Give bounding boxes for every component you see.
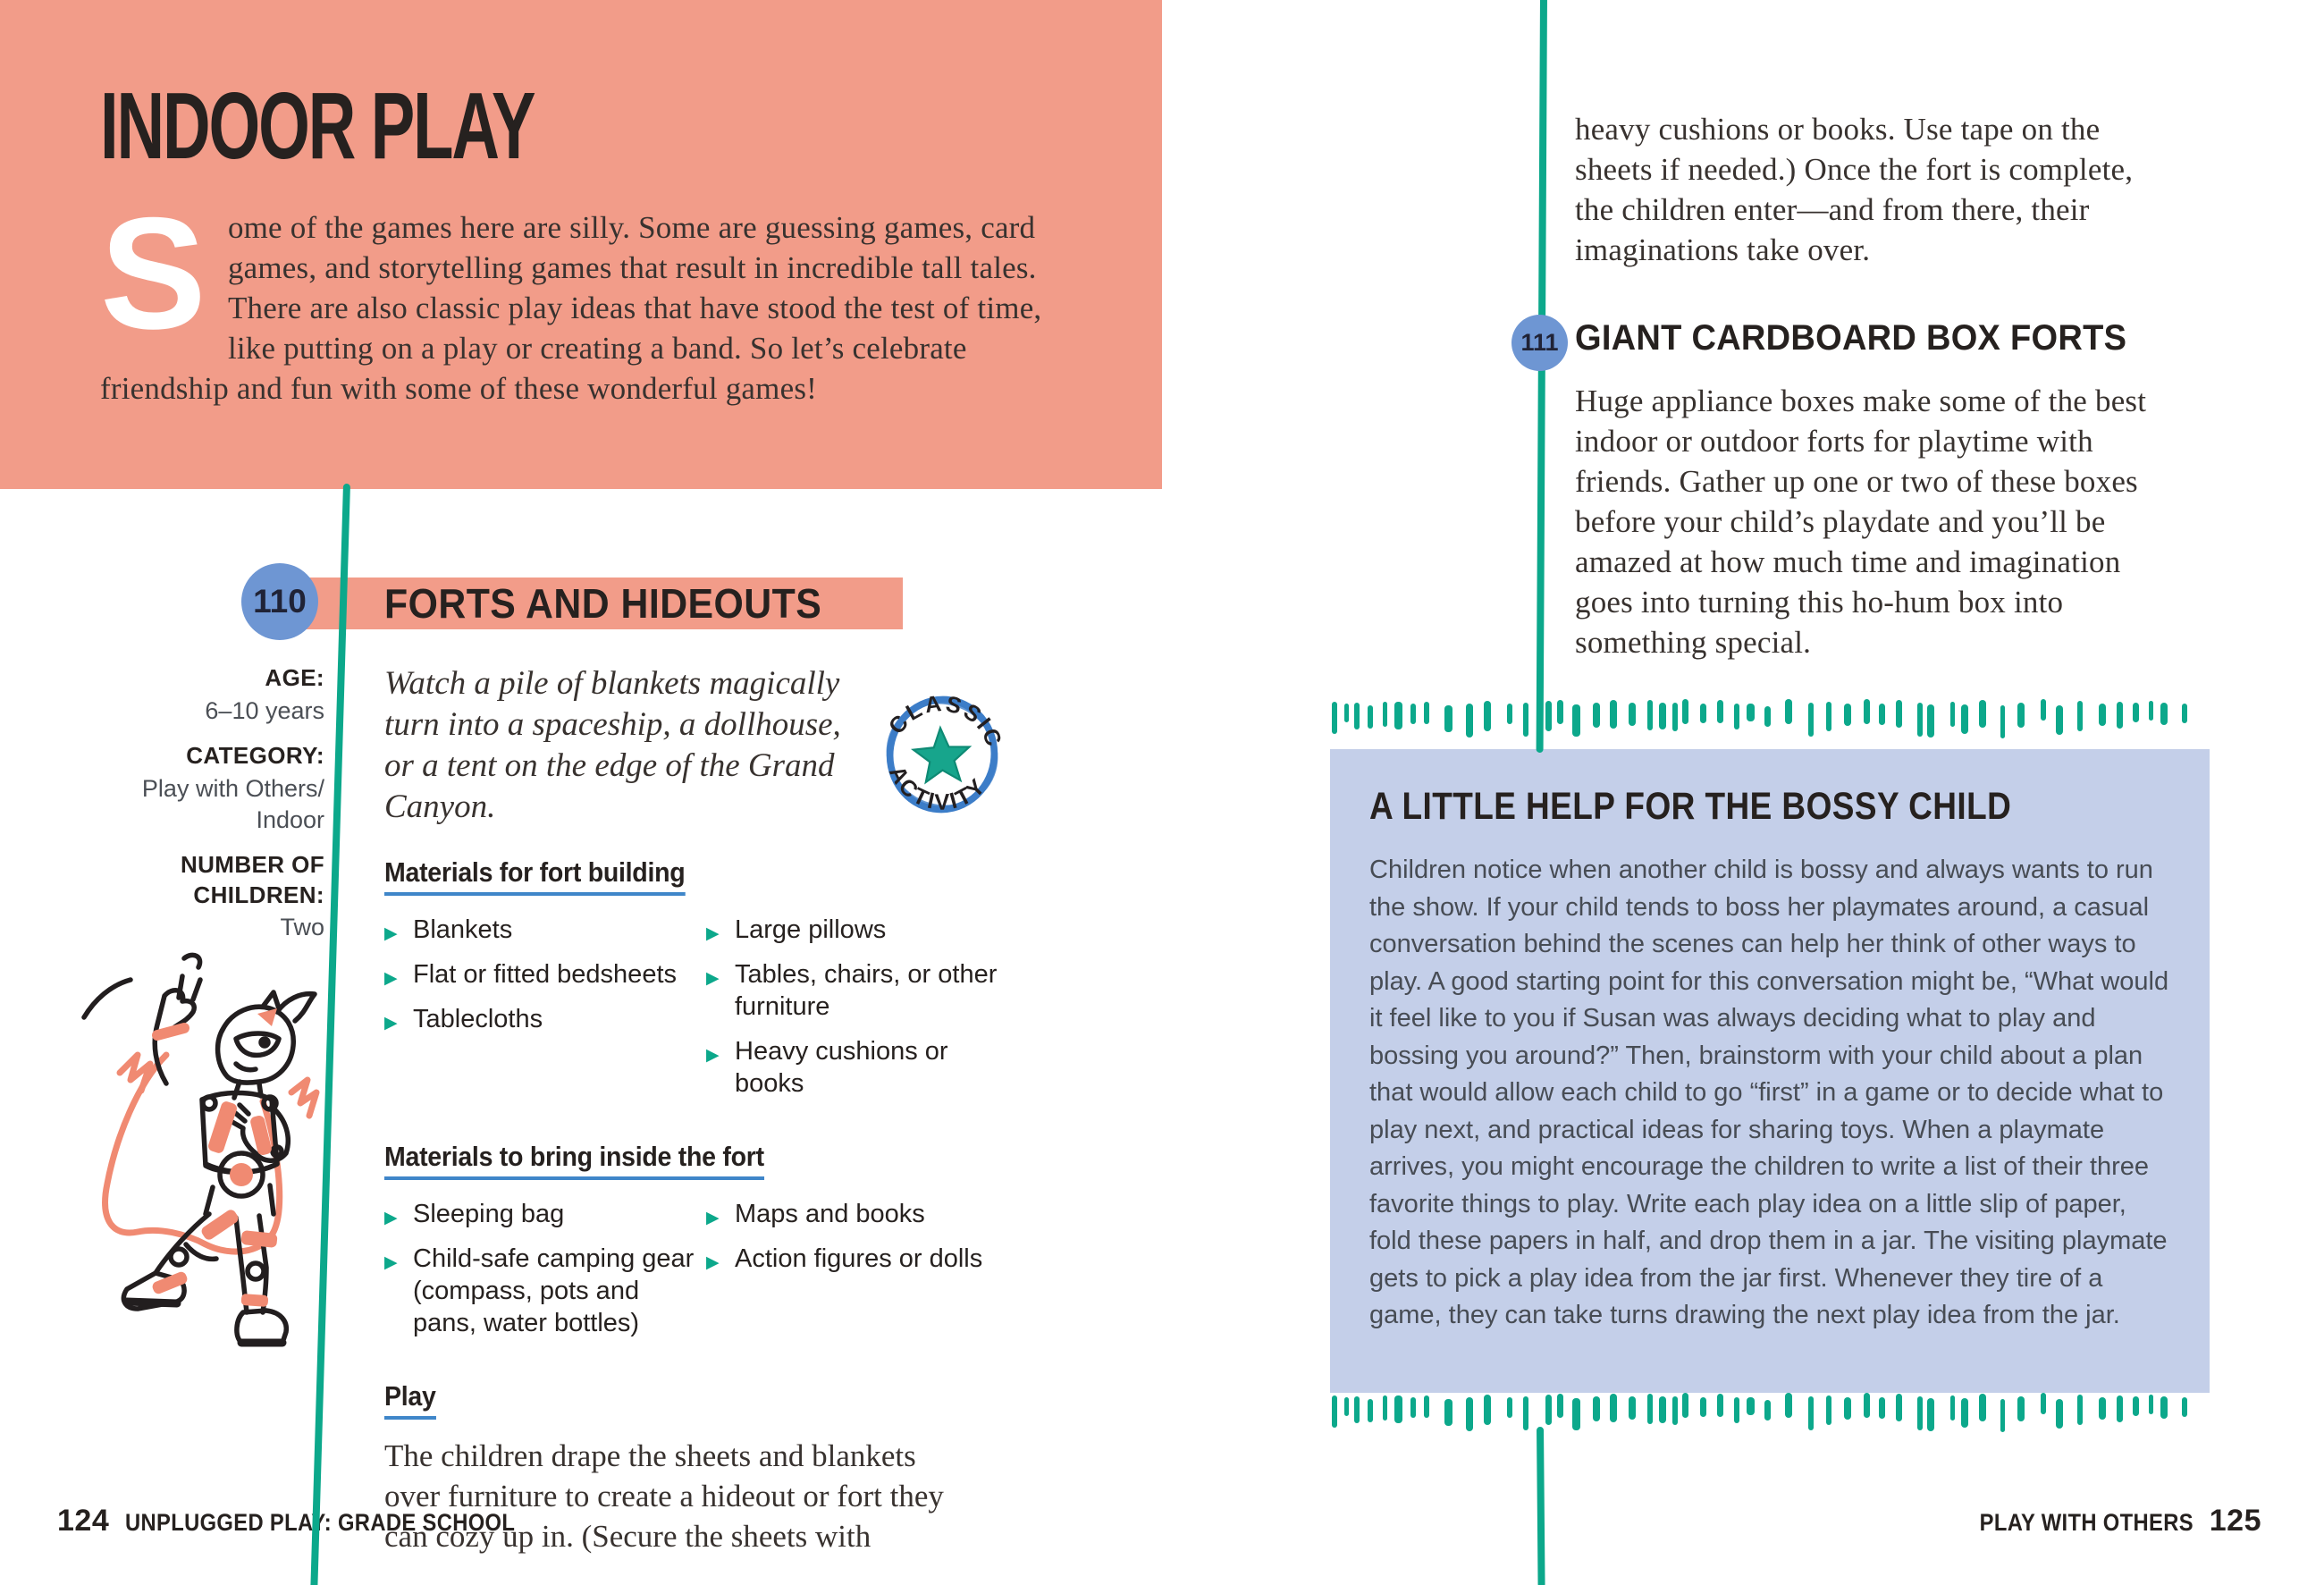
footer-label: PLAY WITH OTHERS bbox=[1979, 1509, 2193, 1536]
list-item: ▶ Sleeping bag bbox=[384, 1198, 706, 1230]
bullet-arrow-icon: ▶ bbox=[384, 924, 398, 943]
meta-children-label: NUMBER OF CHILDREN: bbox=[180, 850, 324, 908]
list-item: ▶ Tablecloths bbox=[384, 1003, 706, 1035]
meta-age-label: AGE: bbox=[265, 664, 324, 691]
footer-right bbox=[1698, 1504, 2261, 1539]
activity-110-title: FORTS AND HIDEOUTS bbox=[384, 580, 822, 627]
play-heading: Play bbox=[384, 1380, 436, 1420]
activity-110-description: Watch a pile of blankets magically turn into a spaceship, a dollhouse, or a tent on the edge of the Grand Canyon. bbox=[384, 665, 841, 825]
bullet-arrow-icon: ▶ bbox=[384, 1209, 398, 1227]
list-item: ▶ Action figures or dolls bbox=[706, 1243, 1015, 1275]
list-item: ▶ Tables, chairs, or other furniture bbox=[706, 960, 998, 1021]
meta-children-value: Two bbox=[280, 914, 324, 941]
chapter-intro bbox=[100, 184, 1061, 409]
meta-category-value: Play with Others/ Indoor bbox=[141, 774, 324, 833]
tip-box bbox=[1330, 749, 2210, 1393]
divider-line-right-page-bottom bbox=[1537, 1427, 1545, 1585]
superhero-kid-illustration bbox=[52, 949, 338, 1378]
tick-border-bottom bbox=[1330, 1393, 2210, 1434]
list-item: ▶ Flat or fitted bedsheets bbox=[384, 958, 706, 991]
list-item: ▶ Large pillows bbox=[706, 914, 1015, 946]
stamp-text-bottom: ACTIVITY bbox=[883, 762, 992, 815]
activity-111-number-badge: 111 bbox=[1511, 315, 1568, 371]
classic-activity-stamp bbox=[852, 664, 1031, 844]
star-icon bbox=[913, 727, 972, 783]
dropcap-letter: S bbox=[100, 184, 206, 362]
chapter-intro-text: ome of the games here are silly. Some are guessing games, card games, and storytelling games that result in incredible tall tales. There are also classic play ideas that have stood the test of time, like putting on a play or creating a band. So let’s celebrate friendship and fun with some of these wonderful games! bbox=[100, 210, 1042, 406]
bullet-arrow-icon: ▶ bbox=[706, 969, 720, 988]
bullet-arrow-icon: ▶ bbox=[384, 1253, 398, 1272]
tip-box-title: A LITTLE HELP FOR THE BOSSY CHILD bbox=[1369, 785, 2012, 828]
activity-110-number-badge: 110 bbox=[241, 563, 318, 640]
divider-line-right-page-top bbox=[1537, 0, 1547, 753]
bullet-arrow-icon: ▶ bbox=[706, 1253, 720, 1272]
bullet-arrow-icon: ▶ bbox=[706, 1046, 720, 1065]
activity-110-content bbox=[384, 663, 1015, 1556]
materials-fort-heading: Materials for fort building bbox=[384, 856, 685, 896]
bullet-arrow-icon: ▶ bbox=[384, 1014, 398, 1033]
activity-111-title: GIANT CARDBOARD BOX FORTS bbox=[1575, 318, 2127, 358]
page-number: 124 bbox=[57, 1504, 110, 1538]
tip-box-body: Children notice when another child is bossy and always wants to run the show. If your child tends to boss her playmates around, a casual conversation behind the scenes can help her think of other ways to play. A good starting point for this conversation might be, “What would it feel like to you if Susan was always deciding what to play and bossing you around?” Then, brainstorm with your child about a plan that would allow each child to go “first” in a game or to decide what to play next, and practical ideas for sharing toys. When a playmate arrives, you might encourage the children to write a list of their three favorite things to play. Write each play idea on a little slip of paper, fold these papers in half, and drop them in a jar. The visiting playmate gets to pick a play idea from the jar first. Whenever they tire of a game, they can take turns drawing the next play idea from the jar. bbox=[1369, 856, 2169, 1329]
chapter-title: INDOOR PLAY bbox=[100, 73, 535, 179]
meta-category-label: CATEGORY: bbox=[186, 741, 324, 769]
materials-fort-list bbox=[384, 914, 1015, 1112]
page-number: 125 bbox=[2209, 1504, 2261, 1538]
activity-110-continued-text: heavy cushions or books. Use tape on the sheets if needed.) Once the fort is complete, the children enter—and from there, their imaginations take over. bbox=[1575, 112, 2134, 267]
list-item: ▶ Child-safe camping gear (compass, pots and pans, water bottles) bbox=[384, 1244, 695, 1337]
list-item: ▶ Maps and books bbox=[706, 1198, 1015, 1230]
chapter-header-block bbox=[0, 0, 1162, 489]
list-item: ▶ Heavy cushions or books bbox=[706, 1037, 948, 1098]
stamp-text-top: CLASSIC bbox=[883, 690, 1007, 752]
activity-meta-sidebar bbox=[77, 663, 324, 944]
activity-111-body: Huge appliance boxes make some of the best indoor or outdoor forts for playtime with friends. Gather up one or two of these boxes before your child’s playdate and you’ll be amazed at how much time and imagination goes into turning this ho-hum box into something special. bbox=[1575, 384, 2147, 660]
footer-label: UNPLUGGED PLAY: GRADE SCHOOL bbox=[125, 1509, 516, 1536]
tick-border-top bbox=[1330, 699, 2210, 740]
meta-age-value: 6–10 years bbox=[205, 696, 324, 724]
materials-inside-list bbox=[384, 1198, 1015, 1352]
play-paragraph: The children drape the sheets and blankets over furniture to create a hideout or fort they can cozy up in. (Secure the sheets with bbox=[384, 1438, 944, 1554]
list-item: ▶ Blankets bbox=[384, 914, 706, 946]
bullet-arrow-icon: ▶ bbox=[706, 924, 720, 943]
bullet-arrow-icon: ▶ bbox=[384, 969, 398, 988]
materials-inside-heading: Materials to bring inside the fort bbox=[384, 1141, 764, 1180]
bullet-arrow-icon: ▶ bbox=[706, 1209, 720, 1227]
activity-110-title-bar bbox=[266, 578, 903, 629]
